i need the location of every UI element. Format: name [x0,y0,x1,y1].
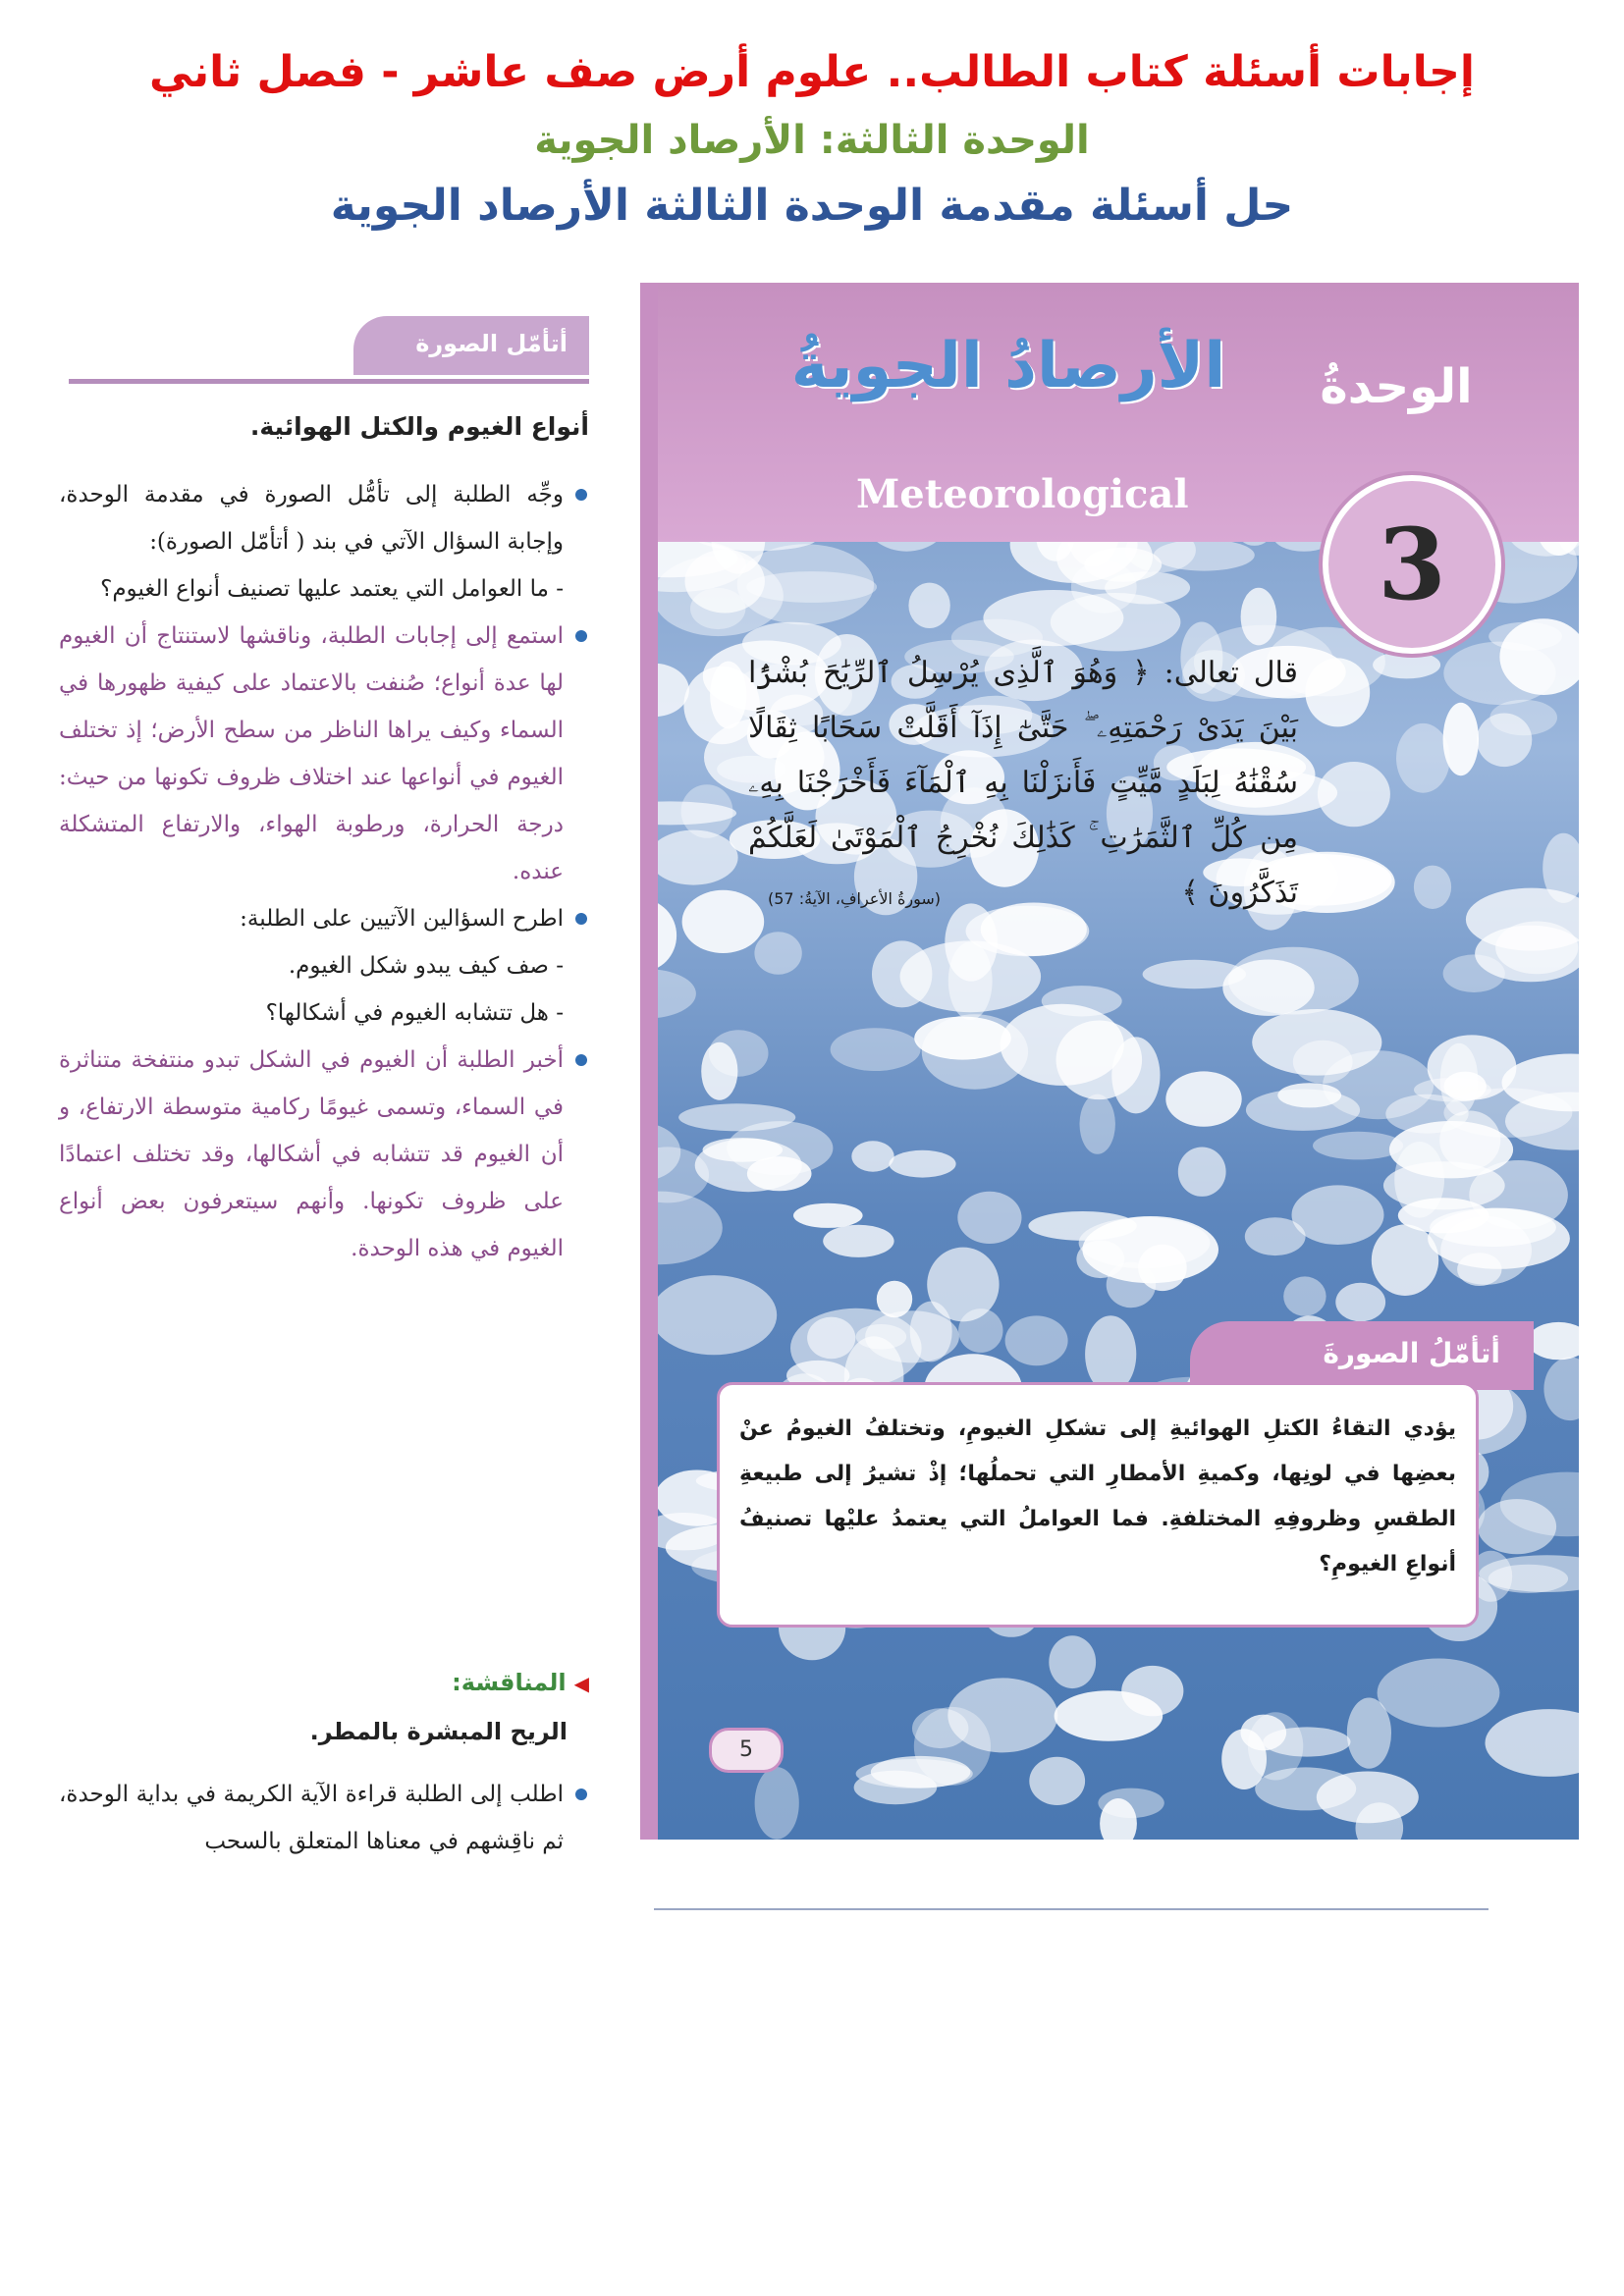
contemplate-box [717,1382,1479,1628]
cloud-puff [1317,1772,1419,1824]
cloud-puff [1414,866,1451,909]
discussion-heading [452,1669,589,1696]
quran-verse: قال تعالى: ﴿ وَهُوَ ٱلَّذِى يُرْسِلُ ٱلرِّيَٰحَ بُشْرًۢا بَيْنَ يَدَىْ رَحْمَتِهِۦ ۖ حَتَّىٰٓ إِذَآ أَقَلَّتْ سَحَابًا ثِقَالًا سُقْنَٰهُ لِبَلَدٍ مَّيِّتٍ فَأَنزَلْنَا بِهِ ٱلْمَآءَ فَأَخْرَجْنَا بِهِۦ مِن كُلِّ ٱلثَّمَرَٰتِ ۚ كَذَٰلِكَ نُخْرِجُ ٱلْمَوْتَىٰ لَعَلَّكُمْ تَذَكَّرُونَ ﴾ [748,656,1298,910]
guide-item: وجِّه الطلبة إلى تأمُّل الصورة في مقدمة الوحدة، وإجابة السؤال الآتي في بند ( أتأمّل الصورة): [59,471,589,565]
unit-number-badge [1323,475,1501,654]
cloud-puff [1486,1709,1580,1777]
bottom-divider [654,1908,1489,1910]
cloud-puff [1107,1262,1156,1308]
cloud-puff [1154,539,1255,570]
cloud-puff [1080,1095,1115,1154]
cloud-puff [695,1139,802,1192]
cloud-puff [1489,700,1557,735]
cloud-puff [807,1317,855,1360]
cloud-puff [1335,1283,1385,1322]
cloud-puff [914,1707,991,1786]
cloud-puff [1245,1217,1306,1255]
cloud-puff [1528,1322,1579,1360]
guide-item: أخبر الطلبة أن الغيوم في الشكل تبدو منتفخة متناثرة في السماء، وتسمى غيومًا ركامية متوسطة الارتفاع، و أن الغيوم قد تتشابه في أشكالها، وقد تختلف اعتمادًا على ظروف تكونها. وأنهم سيتعرفون بعض أنواع الغيوم في هذه الوحدة. [59,1037,589,1272]
cloud-puff [651,1275,777,1355]
cloud-puff [823,1225,893,1257]
unit-heading: الوحدة الثالثة: الأرصاد الجوية [534,118,1090,163]
cloud-puff [1372,1224,1438,1296]
verse-source: (سورةُ الأعرافِ، الآيةُ: 57) [768,889,942,908]
guide-list [59,471,589,1272]
cloud-puff [1373,651,1440,678]
cloud-puff [854,1771,938,1805]
cloud-puff [1347,1698,1391,1769]
page-number: 5 [709,1728,784,1773]
cloud-puff [1222,960,1314,1016]
contemplate-tab-label: أتأمّل الصورة [415,330,568,357]
unit-label: الوحدةُ [1320,359,1473,414]
guide-subitem: - هل تتشابه الغيوم في أشكالها؟ [265,1000,564,1026]
tab-underline [69,379,589,384]
cloud-puff [1283,1276,1326,1315]
cloud-puff [851,1141,893,1171]
unit-number: 3 [1378,507,1446,622]
cloud-puff [1085,1315,1136,1393]
page-edge-band [640,283,658,1840]
discussion-label: المناقشة: [452,1669,567,1696]
cloud-puff [1042,986,1122,1016]
guide-subitem: - ما العوامل التي يعتمد عليها تصنيف أنواع الغيوم؟ [100,576,564,602]
cloud-puff [1378,1659,1500,1728]
contemplate-text: يؤدي التقاءُ الكتلِ الهوائيةِ إلى تشكلِ الغيومِ، وتختلفُ الغيومُ عنْ بعضِها في لونِها، وكميةِ الأمطارِ التي تحملُها؛ إذْ تشيرُ إلى طبيعةِ الطقسِ وظروفِهِ المختلفةِ. فما العواملُ التي يعتمدُ عليْها تصنيفُ أنواعِ الغيومِ؟ [739,1416,1456,1576]
cloud-puff [1313,1132,1403,1160]
cloud-puff [1221,1729,1267,1789]
cloud-puff [831,1028,921,1071]
cloud-puff [1098,1789,1164,1818]
contemplate-tab-label: أتأمّلُ الصورةَ [1323,1337,1500,1369]
guide-title: أنواع الغيوم والكتل الهوائية. [249,412,589,441]
guide-item: اطرح السؤالين الآتيين على الطلبة: [59,895,589,942]
cloud-puff [793,1203,863,1228]
cloud-puff [1049,1635,1096,1688]
discussion-subtitle: الريح المبشرة بالمطر. [309,1718,568,1745]
unit-title: الأرصادُ الجويةُ [790,330,1226,402]
cloud-puff [1005,1315,1068,1365]
cloud-puff [1543,1358,1579,1421]
cloud-puff [1414,1078,1491,1101]
cloud-puff [755,1767,799,1840]
cloud-puff [914,1017,1011,1060]
doc-title: إجابات أسئلة كتاب الطالب.. علوم أرض صف عاشر - فصل ثاني [149,47,1475,97]
discussion-list [59,1771,589,1865]
guide-item: اطلب إلى الطلبة قراءة الآية الكريمة في بداية الوحدة، ثم ناقِشهم في معناها المتعلق بالسحب [59,1771,589,1865]
cloud-puff [957,1192,1021,1244]
cloud-puff [1277,1083,1341,1107]
arrow-left-icon: ◀ [573,1672,589,1695]
cloud-puff [1293,1041,1353,1084]
cloud-puff [1178,1148,1226,1197]
cloud-puff [754,932,801,975]
cloud-puff [889,1150,955,1178]
guide-item: استمع إلى إجابات الطلبة، وناقشها لاستنتاج أن الغيوم لها عدة أنواع؛ صُنفت بالاعتماد على كيفية ظهورها في السماء وكيف يراها الناظر من سطح الأرض؛ إذ تختلف الغيوم في أنواعها عند اختلاف ظروف تكونها من حيث: درجة الحرارة، ورطوبة الهواء، والارتفاع المتشكلة عنده. [59,613,589,895]
cloud-puff [649,830,738,885]
cloud-puff [958,1308,1002,1353]
guide-subitem: - صف كيف يبدو شكل الغيوم. [288,953,564,979]
section-heading: حل أسئلة مقدمة الوحدة الثالثة الأرصاد الجوية [330,181,1294,231]
cloud-puff [1165,1071,1241,1126]
book-page-image [640,283,1579,1840]
cloud-puff [1263,1727,1350,1756]
teacher-guide-column [59,314,589,1904]
unit-subtitle: Meteorological [856,471,1189,517]
cloud-puff [908,583,949,628]
cloud-puff [701,1042,737,1100]
cloud-puff [653,556,784,636]
cloud-puff [1029,1757,1085,1805]
cloud-puff [1121,1666,1183,1716]
cloud-puff [1001,1004,1124,1086]
cloud-puff [1396,723,1450,793]
contemplate-tab [1190,1321,1534,1390]
cloud-puff [1292,1185,1384,1245]
contemplate-tab [353,316,589,375]
cloud-puff [1469,1160,1568,1229]
